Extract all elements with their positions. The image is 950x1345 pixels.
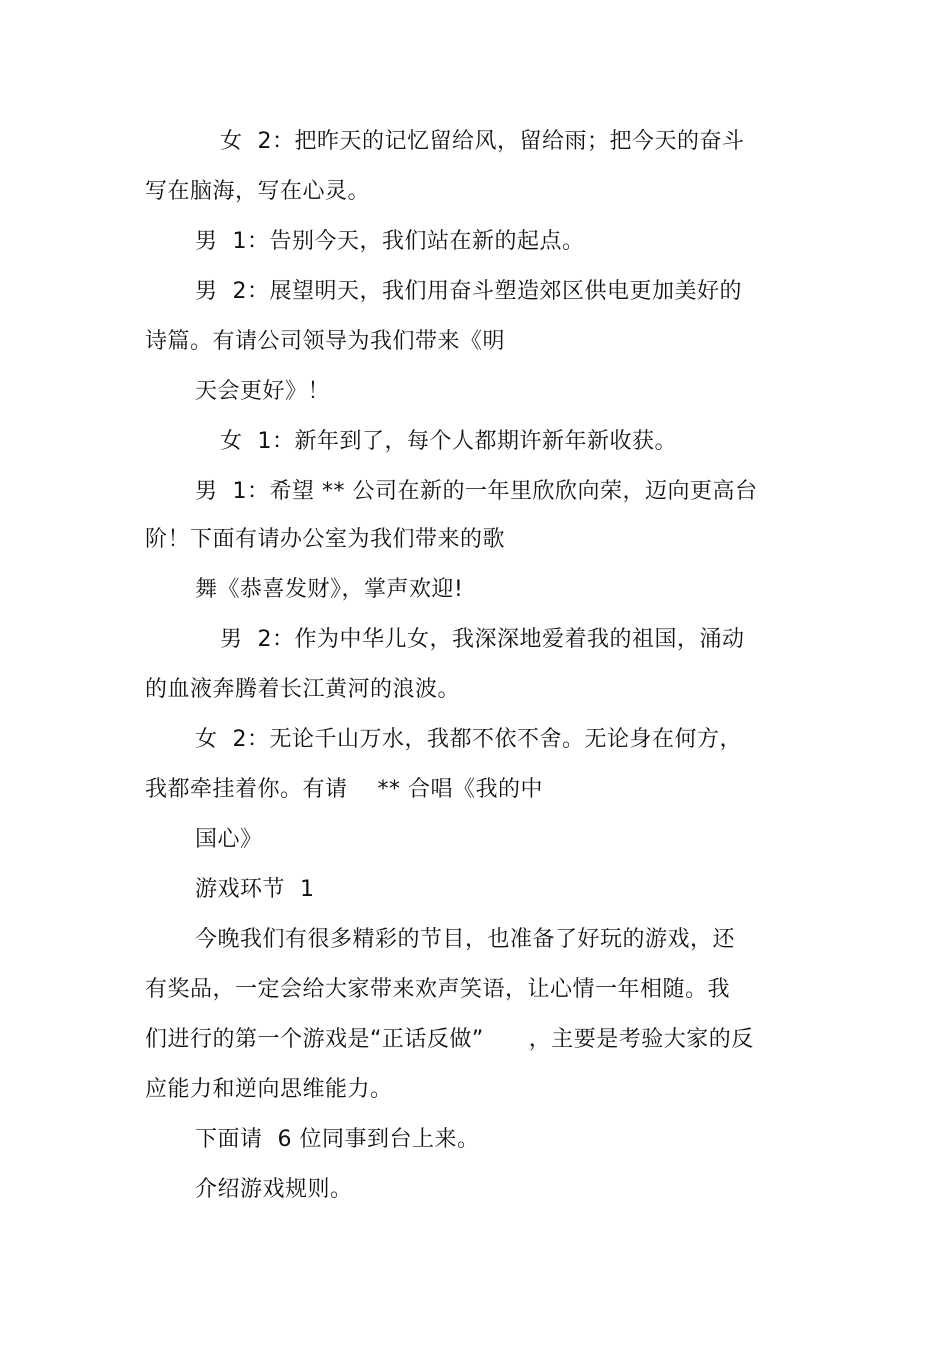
section-heading: 游戏环节 1: [195, 877, 315, 902]
text-line-17: 今晚我们有很多精彩的节目，也准备了好玩的游戏，还: [195, 927, 736, 952]
text-line-22: 介绍游戏规则。: [195, 1177, 353, 1202]
text-line-10: 舞《恭喜发财》，掌声欢迎!: [195, 577, 464, 602]
text-line-12: 的血液奔腾着长江黄河的浪波。: [145, 677, 461, 702]
text-line-15: 国心》: [195, 827, 263, 852]
text-line-11: 男 2：作为中华儿女，我深深地爱着我的祖国，涌动: [220, 627, 745, 652]
text-line-14: 我都牵挂着你。有请 ** 合唱《我的中: [145, 777, 543, 802]
text-line-8: 男 1：希望 ** 公司在新的一年里欣欣向荣，迈向更高台: [195, 479, 758, 504]
text-line-1: 女 2：把昨天的记忆留给风，留给雨；把今天的奋斗: [220, 129, 745, 154]
text-line-4: 男 2：展望明天，我们用奋斗塑造郊区供电更加美好的: [195, 279, 742, 304]
text-line-3: 男 1：告别今天，我们站在新的起点。: [195, 229, 585, 254]
text-line-6: 天会更好》！: [195, 379, 331, 404]
text-line-13: 女 2：无论千山万水，我都不依不舍。无论身在何方，: [195, 727, 742, 752]
text-line-7: 女 1：新年到了，每个人都期许新年新收获。: [220, 429, 677, 454]
text-line-20: 应能力和逆向思维能力。: [145, 1077, 393, 1102]
text-line-9: 阶！下面有请办公室为我们带来的歌: [145, 527, 506, 552]
text-line-5: 诗篇。有请公司领导为我们带来《明: [145, 329, 506, 354]
text-line-19: 们进行的第一个游戏是“正话反做” ，主要是考验大家的反: [145, 1027, 754, 1052]
text-line-18: 有奖品，一定会给大家带来欢声笑语，让心情一年相随。我: [145, 977, 731, 1002]
text-line-2: 写在脑海，写在心灵。: [145, 179, 371, 204]
text-line-21: 下面请 6 位同事到台上来。: [195, 1127, 480, 1152]
